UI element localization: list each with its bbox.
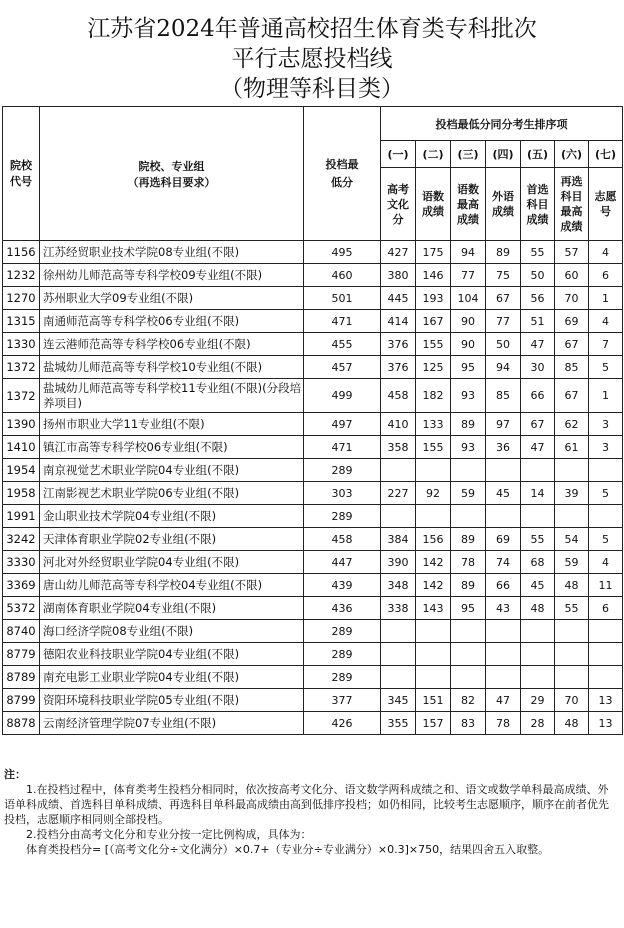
school-group-cell: 扬州市职业大学11专业组(不限) — [40, 413, 304, 436]
title-line-1: 江苏省2024年普通高校招生体育类专科批次 — [87, 16, 537, 42]
rank-value-cell: 92 — [416, 482, 451, 505]
rank-value-cell — [416, 620, 451, 643]
school-group-cell: 南京视觉艺术职业学院04专业组(不限) — [40, 459, 304, 482]
rank-value-cell: 67 — [555, 379, 589, 413]
rank-value-cell — [555, 459, 589, 482]
min-score-cell: 497 — [304, 413, 381, 436]
rank-value-cell: 30 — [521, 356, 555, 379]
header-rank-number: (一) — [381, 141, 416, 168]
note-paragraph-2: 2.投档分由高考文化分和专业分按一定比例构成，具体为： — [26, 828, 312, 841]
rank-value-cell: 6 — [589, 264, 623, 287]
rank-value-cell: 384 — [381, 528, 416, 551]
title-line-2: 平行志愿投档线 — [231, 46, 393, 72]
rank-value-cell: 6 — [589, 597, 623, 620]
school-code-cell: 1372 — [3, 356, 40, 379]
rank-value-cell: 62 — [555, 413, 589, 436]
table-row — [3, 356, 623, 379]
school-code-cell: 1991 — [3, 505, 40, 528]
school-code-cell: 3330 — [3, 551, 40, 574]
rank-value-cell: 90 — [451, 333, 486, 356]
rank-value-cell: 390 — [381, 551, 416, 574]
school-code-cell: 8799 — [3, 689, 40, 712]
rank-value-cell: 376 — [381, 356, 416, 379]
rank-value-cell: 69 — [486, 528, 521, 551]
header-name — [40, 107, 304, 241]
school-group-cell: 镇江市高等专科学校06专业组(不限) — [40, 436, 304, 459]
header-rank-item: 高考文化分 — [381, 168, 416, 241]
school-group-cell: 连云港师范高等专科学校06专业组(不限) — [40, 333, 304, 356]
rank-value-cell — [589, 505, 623, 528]
school-group-cell: 河北对外经贸职业学院04专业组(不限) — [40, 551, 304, 574]
min-score-cell: 426 — [304, 712, 381, 735]
rank-value-cell: 4 — [589, 241, 623, 264]
rank-value-cell: 93 — [451, 379, 486, 413]
table-row — [3, 551, 623, 574]
min-score-cell: 436 — [304, 597, 381, 620]
rank-value-cell: 89 — [451, 574, 486, 597]
rank-value-cell — [589, 459, 623, 482]
school-code-cell: 1232 — [3, 264, 40, 287]
rank-value-cell: 45 — [486, 482, 521, 505]
rank-value-cell: 345 — [381, 689, 416, 712]
notes-section — [0, 735, 624, 857]
min-score-cell: 471 — [304, 310, 381, 333]
rank-value-cell: 143 — [416, 597, 451, 620]
header-min-score: 投档最低分 — [304, 107, 381, 241]
school-code-cell: 1330 — [3, 333, 40, 356]
document-title — [0, 0, 624, 106]
rank-value-cell: 1 — [589, 379, 623, 413]
rank-value-cell — [555, 620, 589, 643]
rank-value-cell — [521, 505, 555, 528]
rank-value-cell: 90 — [451, 310, 486, 333]
school-group-cell: 盐城幼儿师范高等专科学校11专业组(不限)(分段培养项目) — [40, 379, 304, 413]
rank-value-cell: 11 — [589, 574, 623, 597]
rank-value-cell: 83 — [451, 712, 486, 735]
school-group-cell: 南充电影工业职业学院04专业组(不限) — [40, 666, 304, 689]
school-code-cell: 8779 — [3, 643, 40, 666]
rank-value-cell: 48 — [521, 597, 555, 620]
rank-value-cell: 50 — [521, 264, 555, 287]
rank-value-cell: 94 — [451, 241, 486, 264]
rank-value-cell: 89 — [451, 528, 486, 551]
rank-value-cell — [451, 459, 486, 482]
table-row — [3, 413, 623, 436]
rank-value-cell: 50 — [486, 333, 521, 356]
rank-value-cell: 97 — [486, 413, 521, 436]
school-group-cell: 江苏经贸职业技术学院08专业组(不限) — [40, 241, 304, 264]
rank-value-cell — [555, 666, 589, 689]
rank-value-cell: 48 — [555, 574, 589, 597]
rank-value-cell — [381, 666, 416, 689]
school-group-cell: 海口经济学院08专业组(不限) — [40, 620, 304, 643]
school-code-cell: 8878 — [3, 712, 40, 735]
rank-value-cell — [416, 459, 451, 482]
table-row — [3, 436, 623, 459]
rank-value-cell — [416, 643, 451, 666]
rank-value-cell: 89 — [486, 241, 521, 264]
rank-value-cell: 3 — [589, 436, 623, 459]
header-rank-item: 首选科目成绩 — [521, 168, 555, 241]
school-code-cell: 1315 — [3, 310, 40, 333]
rank-value-cell — [589, 666, 623, 689]
school-group-cell: 资阳环境科技职业学院05专业组(不限) — [40, 689, 304, 712]
rank-value-cell: 155 — [416, 333, 451, 356]
rank-value-cell: 77 — [486, 310, 521, 333]
min-score-cell: 289 — [304, 643, 381, 666]
rank-value-cell: 85 — [486, 379, 521, 413]
min-score-cell: 447 — [304, 551, 381, 574]
admission-score-table — [2, 106, 623, 735]
rank-value-cell: 82 — [451, 689, 486, 712]
rank-value-cell: 167 — [416, 310, 451, 333]
school-group-cell: 徐州幼儿师范高等专科学校09专业组(不限) — [40, 264, 304, 287]
header-code: 院校代号 — [3, 107, 40, 241]
rank-value-cell — [381, 505, 416, 528]
header-rank-number: (三) — [451, 141, 486, 168]
min-score-cell: 289 — [304, 505, 381, 528]
rank-value-cell: 5 — [589, 356, 623, 379]
rank-value-cell: 28 — [521, 712, 555, 735]
school-code-cell: 1372 — [3, 379, 40, 413]
rank-value-cell: 358 — [381, 436, 416, 459]
school-group-cell: 南通师范高等专科学校06专业组(不限) — [40, 310, 304, 333]
header-rank-number: (二) — [416, 141, 451, 168]
header-rank-item: 外语成绩 — [486, 168, 521, 241]
rank-value-cell: 338 — [381, 597, 416, 620]
rank-value-cell: 94 — [486, 356, 521, 379]
rank-value-cell: 56 — [521, 287, 555, 310]
rank-value-cell — [451, 620, 486, 643]
rank-value-cell: 104 — [451, 287, 486, 310]
header-rank-item: 语数最高成绩 — [451, 168, 486, 241]
rank-value-cell: 13 — [589, 689, 623, 712]
rank-value-cell: 14 — [521, 482, 555, 505]
min-score-cell: 439 — [304, 574, 381, 597]
table-row — [3, 620, 623, 643]
header-rank-number: (六) — [555, 141, 589, 168]
rank-value-cell — [486, 643, 521, 666]
rank-value-cell: 69 — [555, 310, 589, 333]
rank-value-cell — [381, 620, 416, 643]
header-rank-number: (四) — [486, 141, 521, 168]
min-score-cell: 499 — [304, 379, 381, 413]
min-score-cell: 471 — [304, 436, 381, 459]
rank-value-cell — [451, 643, 486, 666]
min-score-cell: 495 — [304, 241, 381, 264]
rank-value-cell: 95 — [451, 597, 486, 620]
rank-value-cell — [381, 643, 416, 666]
table-row — [3, 528, 623, 551]
header-rank-number: (七) — [589, 141, 623, 168]
table-row — [3, 689, 623, 712]
rank-value-cell: 157 — [416, 712, 451, 735]
school-group-cell: 苏州职业大学09专业组(不限) — [40, 287, 304, 310]
rank-value-cell: 427 — [381, 241, 416, 264]
rank-value-cell: 78 — [486, 712, 521, 735]
min-score-cell: 501 — [304, 287, 381, 310]
school-code-cell: 1410 — [3, 436, 40, 459]
rank-value-cell: 60 — [555, 264, 589, 287]
rank-value-cell: 61 — [555, 436, 589, 459]
table-row — [3, 333, 623, 356]
rank-value-cell: 85 — [555, 356, 589, 379]
rank-value-cell: 380 — [381, 264, 416, 287]
rank-value-cell: 59 — [451, 482, 486, 505]
rank-value-cell: 13 — [589, 712, 623, 735]
school-code-cell: 1954 — [3, 459, 40, 482]
table-row — [3, 505, 623, 528]
rank-value-cell: 410 — [381, 413, 416, 436]
rank-value-cell: 4 — [589, 310, 623, 333]
rank-value-cell — [521, 643, 555, 666]
rank-value-cell: 155 — [416, 436, 451, 459]
rank-value-cell: 4 — [589, 551, 623, 574]
rank-value-cell: 414 — [381, 310, 416, 333]
rank-value-cell: 142 — [416, 574, 451, 597]
rank-value-cell: 43 — [486, 597, 521, 620]
rank-value-cell — [381, 459, 416, 482]
rank-value-cell: 67 — [521, 413, 555, 436]
rank-value-cell — [451, 505, 486, 528]
rank-value-cell: 445 — [381, 287, 416, 310]
table-row — [3, 264, 623, 287]
rank-value-cell: 458 — [381, 379, 416, 413]
rank-value-cell: 39 — [555, 482, 589, 505]
rank-value-cell: 182 — [416, 379, 451, 413]
table-row — [3, 666, 623, 689]
rank-value-cell: 142 — [416, 551, 451, 574]
rank-value-cell: 78 — [451, 551, 486, 574]
school-group-cell: 盐城幼儿师范高等专科学校10专业组(不限) — [40, 356, 304, 379]
rank-value-cell: 74 — [486, 551, 521, 574]
header-rank-number: (五) — [521, 141, 555, 168]
rank-value-cell: 133 — [416, 413, 451, 436]
table-row — [3, 459, 623, 482]
rank-value-cell: 95 — [451, 356, 486, 379]
rank-value-cell: 54 — [555, 528, 589, 551]
header-name-sub: （再选科目要求） — [127, 175, 216, 189]
rank-value-cell — [589, 620, 623, 643]
rank-value-cell: 77 — [451, 264, 486, 287]
min-score-cell: 455 — [304, 333, 381, 356]
note-paragraph-3: 体育类投档分= [（高考文化分÷文化满分）×0.7+（专业分÷专业满分）×0.3]×750，结果四舍五入取整。 — [26, 843, 550, 856]
rank-value-cell: 66 — [486, 574, 521, 597]
header-rank-item: 再选科目最高成绩 — [555, 168, 589, 241]
rank-value-cell — [486, 459, 521, 482]
header-rank-item: 志愿号 — [589, 168, 623, 241]
school-code-cell: 1156 — [3, 241, 40, 264]
rank-value-cell: 156 — [416, 528, 451, 551]
header-rank-item: 语数成绩 — [416, 168, 451, 241]
school-group-cell: 天津体育职业学院02专业组(不限) — [40, 528, 304, 551]
table-row — [3, 712, 623, 735]
rank-value-cell — [555, 643, 589, 666]
rank-value-cell: 5 — [589, 528, 623, 551]
school-code-cell: 3242 — [3, 528, 40, 551]
rank-value-cell — [521, 459, 555, 482]
min-score-cell: 289 — [304, 459, 381, 482]
table-row — [3, 310, 623, 333]
notes-heading: 注： — [4, 768, 26, 781]
rank-value-cell — [416, 505, 451, 528]
rank-value-cell — [555, 505, 589, 528]
school-group-cell: 唐山幼儿师范高等专科学校04专业组(不限) — [40, 574, 304, 597]
rank-value-cell — [451, 666, 486, 689]
rank-value-cell: 67 — [555, 333, 589, 356]
rank-value-cell: 93 — [451, 436, 486, 459]
rank-value-cell: 36 — [486, 436, 521, 459]
note-paragraph-1: 1.在投档过程中，体育类考生投档分相同时，依次按高考文化分、语文数学两科成绩之和、语文或数学单科最高成绩、外语单科成绩、首选科目单科成绩、再选科目单科最高成绩由高到低排序投档；如仍相同，比较考生志愿顺序，顺序在前者优先投档，志愿顺序相同则全部投档。 — [4, 783, 609, 826]
rank-value-cell: 175 — [416, 241, 451, 264]
school-group-cell: 湖南体育职业学院04专业组(不限) — [40, 597, 304, 620]
school-code-cell: 1270 — [3, 287, 40, 310]
table-row — [3, 379, 623, 413]
title-line-3: （物理等科目类） — [220, 76, 404, 102]
table-row — [3, 643, 623, 666]
min-score-cell: 289 — [304, 666, 381, 689]
table-row — [3, 287, 623, 310]
rank-value-cell: 151 — [416, 689, 451, 712]
rank-value-cell: 355 — [381, 712, 416, 735]
rank-value-cell: 227 — [381, 482, 416, 505]
rank-value-cell: 59 — [555, 551, 589, 574]
min-score-cell: 377 — [304, 689, 381, 712]
rank-value-cell — [416, 666, 451, 689]
table-row — [3, 241, 623, 264]
school-code-cell: 5372 — [3, 597, 40, 620]
rank-value-cell — [589, 643, 623, 666]
rank-value-cell: 125 — [416, 356, 451, 379]
min-score-cell: 289 — [304, 620, 381, 643]
rank-value-cell — [486, 666, 521, 689]
rank-value-cell — [521, 620, 555, 643]
school-code-cell: 1958 — [3, 482, 40, 505]
rank-value-cell: 68 — [521, 551, 555, 574]
rank-value-cell — [486, 620, 521, 643]
school-group-cell: 江南影视艺术职业学院06专业组(不限) — [40, 482, 304, 505]
school-group-cell: 金山职业技术学院04专业组(不限) — [40, 505, 304, 528]
rank-value-cell: 348 — [381, 574, 416, 597]
rank-value-cell: 376 — [381, 333, 416, 356]
rank-value-cell: 146 — [416, 264, 451, 287]
rank-value-cell: 48 — [555, 712, 589, 735]
table-row — [3, 574, 623, 597]
rank-value-cell: 55 — [521, 528, 555, 551]
rank-value-cell: 66 — [521, 379, 555, 413]
min-score-cell: 460 — [304, 264, 381, 287]
school-group-cell: 德阳农业科技职业学院04专业组(不限) — [40, 643, 304, 666]
rank-value-cell — [486, 505, 521, 528]
rank-value-cell: 47 — [486, 689, 521, 712]
min-score-cell: 458 — [304, 528, 381, 551]
rank-value-cell: 55 — [555, 597, 589, 620]
rank-value-cell: 5 — [589, 482, 623, 505]
school-code-cell: 8740 — [3, 620, 40, 643]
table-row — [3, 482, 623, 505]
rank-value-cell: 3 — [589, 413, 623, 436]
header-tie-group: 投档最低分同分考生排序项 — [381, 107, 623, 141]
school-code-cell: 3369 — [3, 574, 40, 597]
rank-value-cell: 45 — [521, 574, 555, 597]
header-name-main: 院校、专业组 — [138, 159, 205, 173]
min-score-cell: 303 — [304, 482, 381, 505]
rank-value-cell: 70 — [555, 287, 589, 310]
table-row — [3, 597, 623, 620]
school-code-cell: 1390 — [3, 413, 40, 436]
rank-value-cell: 193 — [416, 287, 451, 310]
rank-value-cell: 47 — [521, 333, 555, 356]
rank-value-cell — [521, 666, 555, 689]
school-group-cell: 云南经济管理学院07专业组(不限) — [40, 712, 304, 735]
rank-value-cell: 29 — [521, 689, 555, 712]
rank-value-cell: 70 — [555, 689, 589, 712]
rank-value-cell: 67 — [486, 287, 521, 310]
min-score-cell: 457 — [304, 356, 381, 379]
rank-value-cell: 57 — [555, 241, 589, 264]
rank-value-cell: 1 — [589, 287, 623, 310]
rank-value-cell: 7 — [589, 333, 623, 356]
rank-value-cell: 89 — [451, 413, 486, 436]
rank-value-cell: 55 — [521, 241, 555, 264]
rank-value-cell: 47 — [521, 436, 555, 459]
school-code-cell: 8789 — [3, 666, 40, 689]
rank-value-cell: 51 — [521, 310, 555, 333]
rank-value-cell: 75 — [486, 264, 521, 287]
